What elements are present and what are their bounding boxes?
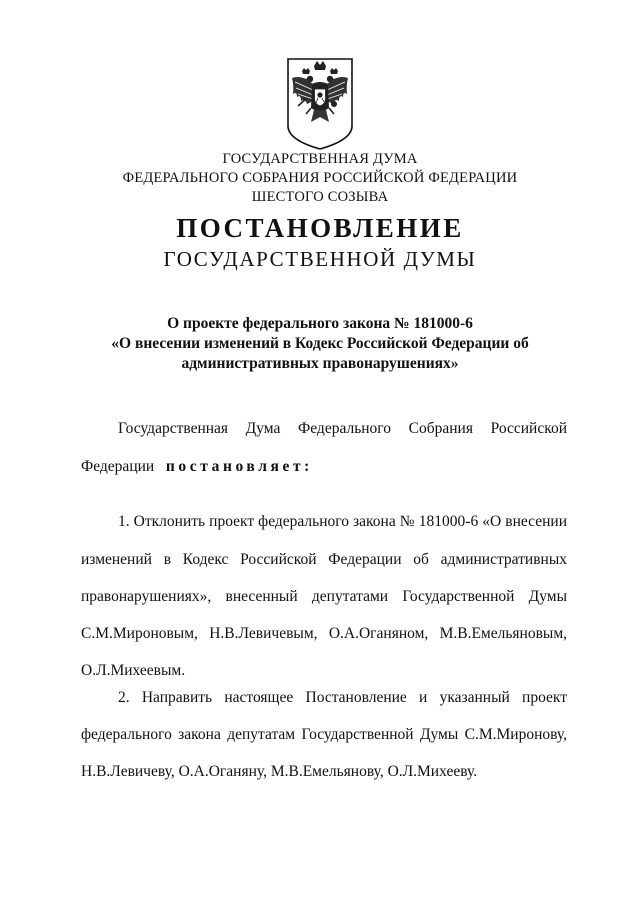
item-line: 1. Отклонить проект федерального закона № 181000-6 «О внесении (118, 513, 567, 530)
document-type-subtitle: ГОСУДАРСТВЕННОЙ ДУМЫ (163, 247, 477, 271)
subject-line: О проекте федерального закона № 181000-6 (167, 315, 473, 332)
subject-line: «О внесении изменений в Кодекс Российской Федерации об (111, 335, 529, 352)
preamble-line: Государственная Дума Федерального Собрания Российской (118, 420, 567, 437)
item-line: О.Л.Михеевым. (81, 662, 186, 679)
item-line: федерального закона депутатам Государственной Думы С.М.Миронову, (81, 726, 567, 743)
preamble-start: Федерации (81, 458, 155, 475)
coat-of-arms-icon (285, 56, 355, 152)
item-line: Н.В.Левичеву, О.А.Оганяну, М.В.Емельянову, О.Л.Михееву. (81, 763, 478, 780)
document-subject (0, 314, 640, 374)
issuer-name: ГОСУДАРСТВЕННАЯ ДУМА (222, 151, 418, 167)
item-line: правонарушениях», внесенный депутатами Государственной Думы (81, 588, 567, 605)
item-line: С.М.Мироновым, Н.В.Левичевым, О.А.Оганяном, М.В.Емельяновым, (81, 625, 567, 642)
resolution-verb: постановляет: (165, 458, 313, 475)
item-line: 2. Направить настоящее Постановление и указанный проект (118, 689, 567, 706)
issuer-parent: ФЕДЕРАЛЬНОГО СОБРАНИЯ РОССИЙСКОЙ ФЕДЕРАЦИИ (122, 170, 518, 186)
subject-line: административных правонарушениях» (181, 355, 459, 372)
convocation: ШЕСТОГО СОЗЫВА (251, 189, 389, 205)
issuer-block (0, 150, 640, 207)
item-line: изменений в Кодекс Российской Федерации об административных (81, 551, 567, 568)
document-type-title: ПОСТАНОВЛЕНИЕ (176, 213, 464, 243)
preamble-line (81, 457, 567, 477)
